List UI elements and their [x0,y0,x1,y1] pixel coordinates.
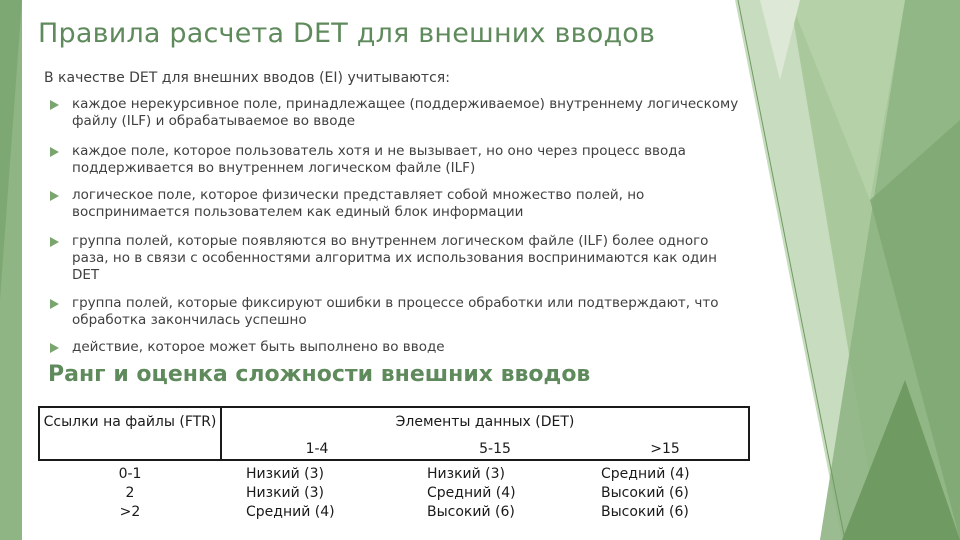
list-item-text: группа полей, которые появляются во внутреннем логическом файле (ILF) более одного раза, но в связи с особенностями алгоритма их использования воспринимаются как один DET [72,233,717,283]
ftr-row-label: 0-1 [118,466,142,482]
list-item [48,143,748,177]
list-item-text: действие, которое может быть выполнено во вводе [72,339,445,355]
bullet-arrow-icon [50,237,59,247]
ftr-row-label: >2 [119,504,141,520]
table-cell: Низкий (3) [246,466,325,482]
list-item-text: каждое нерекурсивное поле, принадлежащее (поддерживаемое) внутреннему логическому файлу (ILF) и обрабатываемое во вводе [72,96,739,129]
table-cell: Средний (4) [601,466,690,482]
list-item-text: группа полей, которые фиксируют ошибки в процессе обработки или подтверждают, что обработка закончилась успешно [72,295,719,328]
bullet-arrow-icon [50,191,59,201]
table-cell: Низкий (3) [427,466,506,482]
bullet-arrow-icon [50,147,59,157]
det-column-header: 1-4 [305,441,329,457]
ftr-header: Ссылки на файлы (FTR) [43,414,217,430]
list-item [48,233,748,284]
det-header: Элементы данных (DET) [395,414,575,430]
det-column-header: 5-15 [479,441,511,457]
bullet-arrow-icon [50,343,59,353]
page-title: Правила расчета DET для внешних вводов [38,18,656,49]
bullet-arrow-icon [50,100,59,110]
list-item [48,339,748,356]
bullet-arrow-icon [50,299,59,309]
det-column-header: >15 [650,441,680,457]
table-cell: Низкий (3) [246,485,325,501]
list-item-text: каждое поле, которое пользователь хотя и не вызывает, но оно через процесс ввода поддерживается во внутреннем логическом файле (ILF) [72,143,686,176]
table-cell: Средний (4) [427,485,516,501]
table-cell: Высокий (6) [427,504,515,520]
table-cell: Средний (4) [246,504,335,520]
table-cell: Высокий (6) [601,485,689,501]
section-subtitle: Ранг и оценка сложности внешних вводов [48,362,591,387]
list-item [48,187,748,221]
list-item [48,96,748,130]
list-item-text: логическое поле, которое физически представляет собой множество полей, но воспринимается пользователем как единый блок информации [72,187,645,220]
table-cell: Высокий (6) [601,504,689,520]
intro-text: В качестве DET для внешних вводов (EI) учитываются: [44,70,450,86]
ftr-row-label: 2 [125,485,135,501]
list-item [48,295,748,329]
